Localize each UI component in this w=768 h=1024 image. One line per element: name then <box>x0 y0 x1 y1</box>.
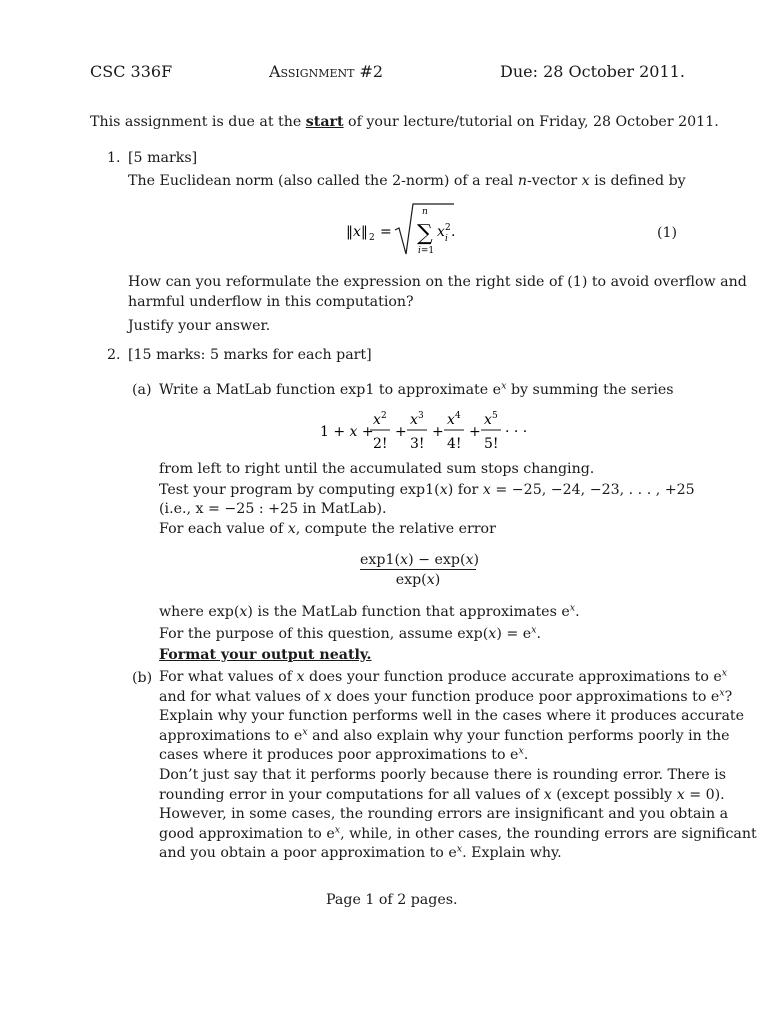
q2b-p2-line: and you obtain a poor approximation to $e^x$. Explain why. <box>159 843 562 862</box>
q1-number: 1. <box>107 150 121 166</box>
q2a-line7: For the purpose of this question, assume $\exp(x) = e^x$. <box>159 624 542 642</box>
q1-question-line1: How can you reformulate the expression on the right side of (1) to avoid overflow and <box>128 274 747 290</box>
svg-text:2: 2 <box>445 223 451 233</box>
q2b-paragraph1 <box>159 668 744 766</box>
svg-text:+: + <box>469 424 481 440</box>
assignment-title: Assignment #2 <box>269 62 384 81</box>
q2a-line8: Format your output neatly. <box>159 647 372 663</box>
svg-text:2!: 2! <box>373 436 388 452</box>
q2a-line2: from left to right until the accumulated sum stops changing. <box>159 461 595 477</box>
q2b-p1-line: and for what values of x does your function produce poor approximations to $e^x$? <box>159 686 733 705</box>
svg-text:x: x <box>373 412 381 428</box>
svg-text:5!: 5! <box>484 436 499 452</box>
equation-tag: (1) <box>657 225 678 241</box>
q2b-p2-line: rounding error in your computations for all values of x (except possibly x = 0). <box>159 786 725 803</box>
page-footer: Page 1 of 2 pages. <box>326 892 458 908</box>
q1-justify: Justify your answer. <box>128 318 271 334</box>
svg-text:i: i <box>445 234 448 244</box>
q2a-line6: where exp(x) is the MatLab function that approximates $e^x$. <box>159 602 580 620</box>
intro-after: of your lecture/tutorial on Friday, 28 October 2011. <box>343 114 719 130</box>
q2b-p1-line: cases where it produces poor approximations to $e^x$. <box>159 745 529 764</box>
q2b-p2-line: However, in some cases, the rounding errors are insignificant and you obtain a <box>159 806 729 823</box>
q2b-label: (b) <box>132 670 153 686</box>
q1-question-line2: harmful underflow in this computation? <box>128 294 414 310</box>
svg-text:i=1: i=1 <box>418 246 435 256</box>
q2a-line1: Write a MatLab function exp1 to approximate $e^x$ by summing the series <box>159 380 674 398</box>
exponential-series-equation <box>318 408 530 456</box>
svg-text:x: x <box>437 224 445 240</box>
svg-text:3!: 3! <box>410 436 425 452</box>
svg-text:=: = <box>380 224 392 240</box>
q2a-line4: (i.e., x = −25 : +25 in MatLab). <box>159 501 387 517</box>
q2a-line3: Test your program by computing exp1(x) for x = −25, −24, −23, . . . , +25 <box>159 482 695 498</box>
q2b-p1-line: Explain why your function performs well in the cases where it produces accurate <box>159 708 745 725</box>
q2a-label: (a) <box>132 382 152 398</box>
q2b-p2-line: good approximation to $e^x$, while, in other cases, the rounding errors are significant <box>159 824 757 842</box>
euclidean-norm-equation <box>340 198 460 260</box>
svg-text:x: x <box>447 412 455 428</box>
svg-text:+: + <box>395 424 407 440</box>
svg-text:‖x‖: ‖x‖ <box>346 224 368 240</box>
q2b-paragraph2 <box>159 766 757 864</box>
svg-text:x: x <box>484 412 492 428</box>
svg-text:n: n <box>422 207 428 217</box>
q2-marks: [15 marks: 5 marks for each part] <box>128 347 372 363</box>
svg-text:4: 4 <box>455 411 461 421</box>
svg-text:5: 5 <box>492 411 498 421</box>
q1-definition: The Euclidean norm (also called the 2-norm) of a real n-vector x is defined by <box>128 173 686 189</box>
intro-emphasis: start <box>305 114 344 130</box>
q2b-p2-line: Don’t just say that it performs poorly because there is rounding error. There is <box>159 767 727 783</box>
svg-text:x: x <box>410 412 418 428</box>
intro-paragraph <box>90 112 719 132</box>
q1-marks: [5 marks] <box>128 150 198 166</box>
relative-error-fraction <box>360 551 480 590</box>
q2a-line5: For each value of x, compute the relative error <box>159 521 496 537</box>
svg-text:2: 2 <box>381 411 387 421</box>
intro-before: This assignment is due at the <box>90 114 306 130</box>
svg-text:2: 2 <box>369 233 375 243</box>
svg-text:4!: 4! <box>447 436 462 452</box>
svg-text:+: + <box>432 424 444 440</box>
due-date: Due: 28 October 2011. <box>500 62 685 81</box>
svg-text:3: 3 <box>418 411 424 421</box>
q2b-p1-line: For what values of x does your function produce accurate approximations to $e^x$ <box>159 667 728 685</box>
svg-text:1 + x +: 1 + x + <box>320 424 374 440</box>
q2b-p1-line: approximations to $e^x$ and also explain why your function performs poorly in the <box>159 726 730 744</box>
q2-number: 2. <box>107 347 121 363</box>
fraction-denominator: exp(x) <box>395 572 441 588</box>
svg-text:· · ·: · · · <box>505 424 528 440</box>
course-code: CSC 336F <box>90 62 173 81</box>
svg-text:∑: ∑ <box>417 221 433 246</box>
fraction-numerator: exp1(x) − exp(x) <box>360 552 480 568</box>
svg-text:.: . <box>451 224 456 240</box>
